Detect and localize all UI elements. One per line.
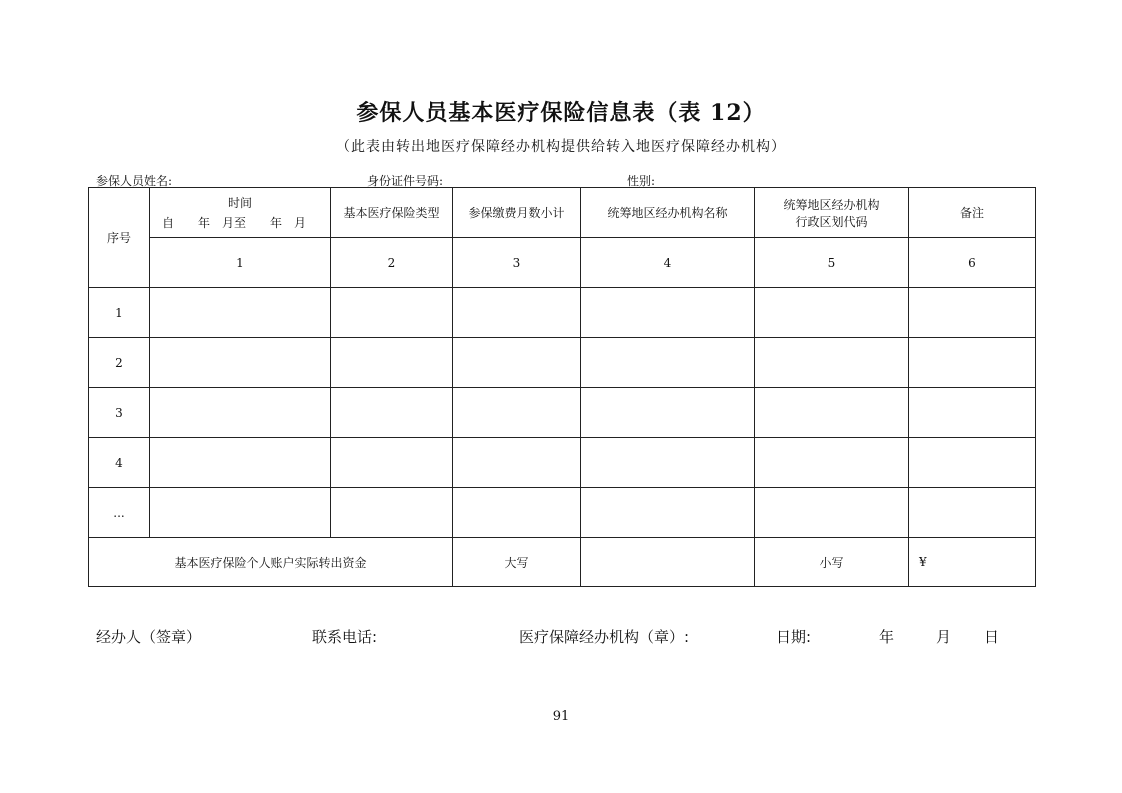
agency-code-line1: 统筹地区经办机构 [783,197,880,212]
remarks-cell[interactable] [909,288,1036,338]
time-cell[interactable] [150,288,331,338]
months-cell[interactable] [453,388,581,438]
agency-code-cell[interactable] [755,338,909,388]
date-day: 日 [984,628,1000,646]
remarks-header: 备注 [909,188,1036,238]
time-cell[interactable] [150,488,331,538]
agency-seal-label: 医疗保障经办机构（章）: [519,628,690,646]
lower-amount-cell[interactable] [909,538,1036,587]
upper-amount-label: 大写 [453,538,581,587]
agency-name-cell[interactable] [581,388,755,438]
months-header: 参保缴费月数小计 [453,188,581,238]
column-number: 1 [150,238,331,288]
agency-name-cell[interactable] [581,438,755,488]
remarks-cell[interactable] [909,338,1036,388]
months-cell[interactable] [453,488,581,538]
agency-code-cell[interactable] [755,388,909,438]
time-cell[interactable] [150,438,331,488]
gender-label: 性别: [627,174,656,188]
row-seq: 4 [89,438,150,488]
column-number-row [89,238,1036,288]
header-row [89,188,1036,238]
agency-name-cell[interactable] [581,338,755,388]
time-title: 时间 [227,196,252,210]
column-number: 3 [453,238,581,288]
date-label: 日期: [776,628,812,646]
column-number: 5 [755,238,909,288]
form-title: 参保人员基本医疗保险信息表（表 12） [356,100,766,126]
insurance-type-header: 基本医疗保险类型 [331,188,453,238]
date-month: 月 [936,628,952,646]
remarks-cell[interactable] [909,438,1036,488]
agency-code-header [755,188,909,238]
time-range: 自 年 月至 年 月 [162,216,307,230]
summary-label: 基本医疗保险个人账户实际转出资金 [89,538,453,587]
agency-code-line2: 行政区划代码 [795,214,868,229]
id-label: 身份证件号码: [367,174,444,188]
time-cell[interactable] [150,338,331,388]
currency-symbol: ¥ [919,555,927,569]
insurance-type-cell[interactable] [331,388,453,438]
table-row [89,488,1036,538]
page-number: 91 [552,709,570,724]
remarks-cell[interactable] [909,388,1036,438]
row-seq: 2 [89,338,150,388]
months-cell[interactable] [453,438,581,488]
lower-amount-label: 小写 [755,538,909,587]
time-header [150,188,331,238]
row-seq: 1 [89,288,150,338]
months-cell[interactable] [453,338,581,388]
column-number: 2 [331,238,453,288]
time-cell[interactable] [150,388,331,438]
table-row [89,438,1036,488]
phone-label: 联系电话: [312,628,378,646]
upper-amount-cell[interactable] [581,538,755,587]
table-row [89,288,1036,338]
agency-code-cell[interactable] [755,288,909,338]
row-seq: 3 [89,388,150,438]
column-number: 4 [581,238,755,288]
date-year: 年 [879,628,895,646]
agency-name-header: 统筹地区经办机构名称 [581,188,755,238]
agency-code-cell[interactable] [755,438,909,488]
insurance-type-cell[interactable] [331,438,453,488]
agency-code-cell[interactable] [755,488,909,538]
months-cell[interactable] [453,288,581,338]
agency-name-cell[interactable] [581,488,755,538]
row-seq: ... [89,488,150,538]
table-row [89,338,1036,388]
table-row [89,388,1036,438]
insurance-info-table [88,187,1036,587]
insurance-type-cell[interactable] [331,488,453,538]
handler-signature-label: 经办人（签章） [96,628,202,646]
column-number: 6 [909,238,1036,288]
summary-row [89,538,1036,587]
insurance-type-cell[interactable] [331,338,453,388]
form-subtitle: （此表由转出地医疗保障经办机构提供给转入地医疗保障经办机构） [336,139,786,155]
insurance-type-cell[interactable] [331,288,453,338]
name-label: 参保人员姓名: [96,174,173,188]
remarks-cell[interactable] [909,488,1036,538]
agency-name-cell[interactable] [581,288,755,338]
seq-header: 序号 [89,188,150,288]
